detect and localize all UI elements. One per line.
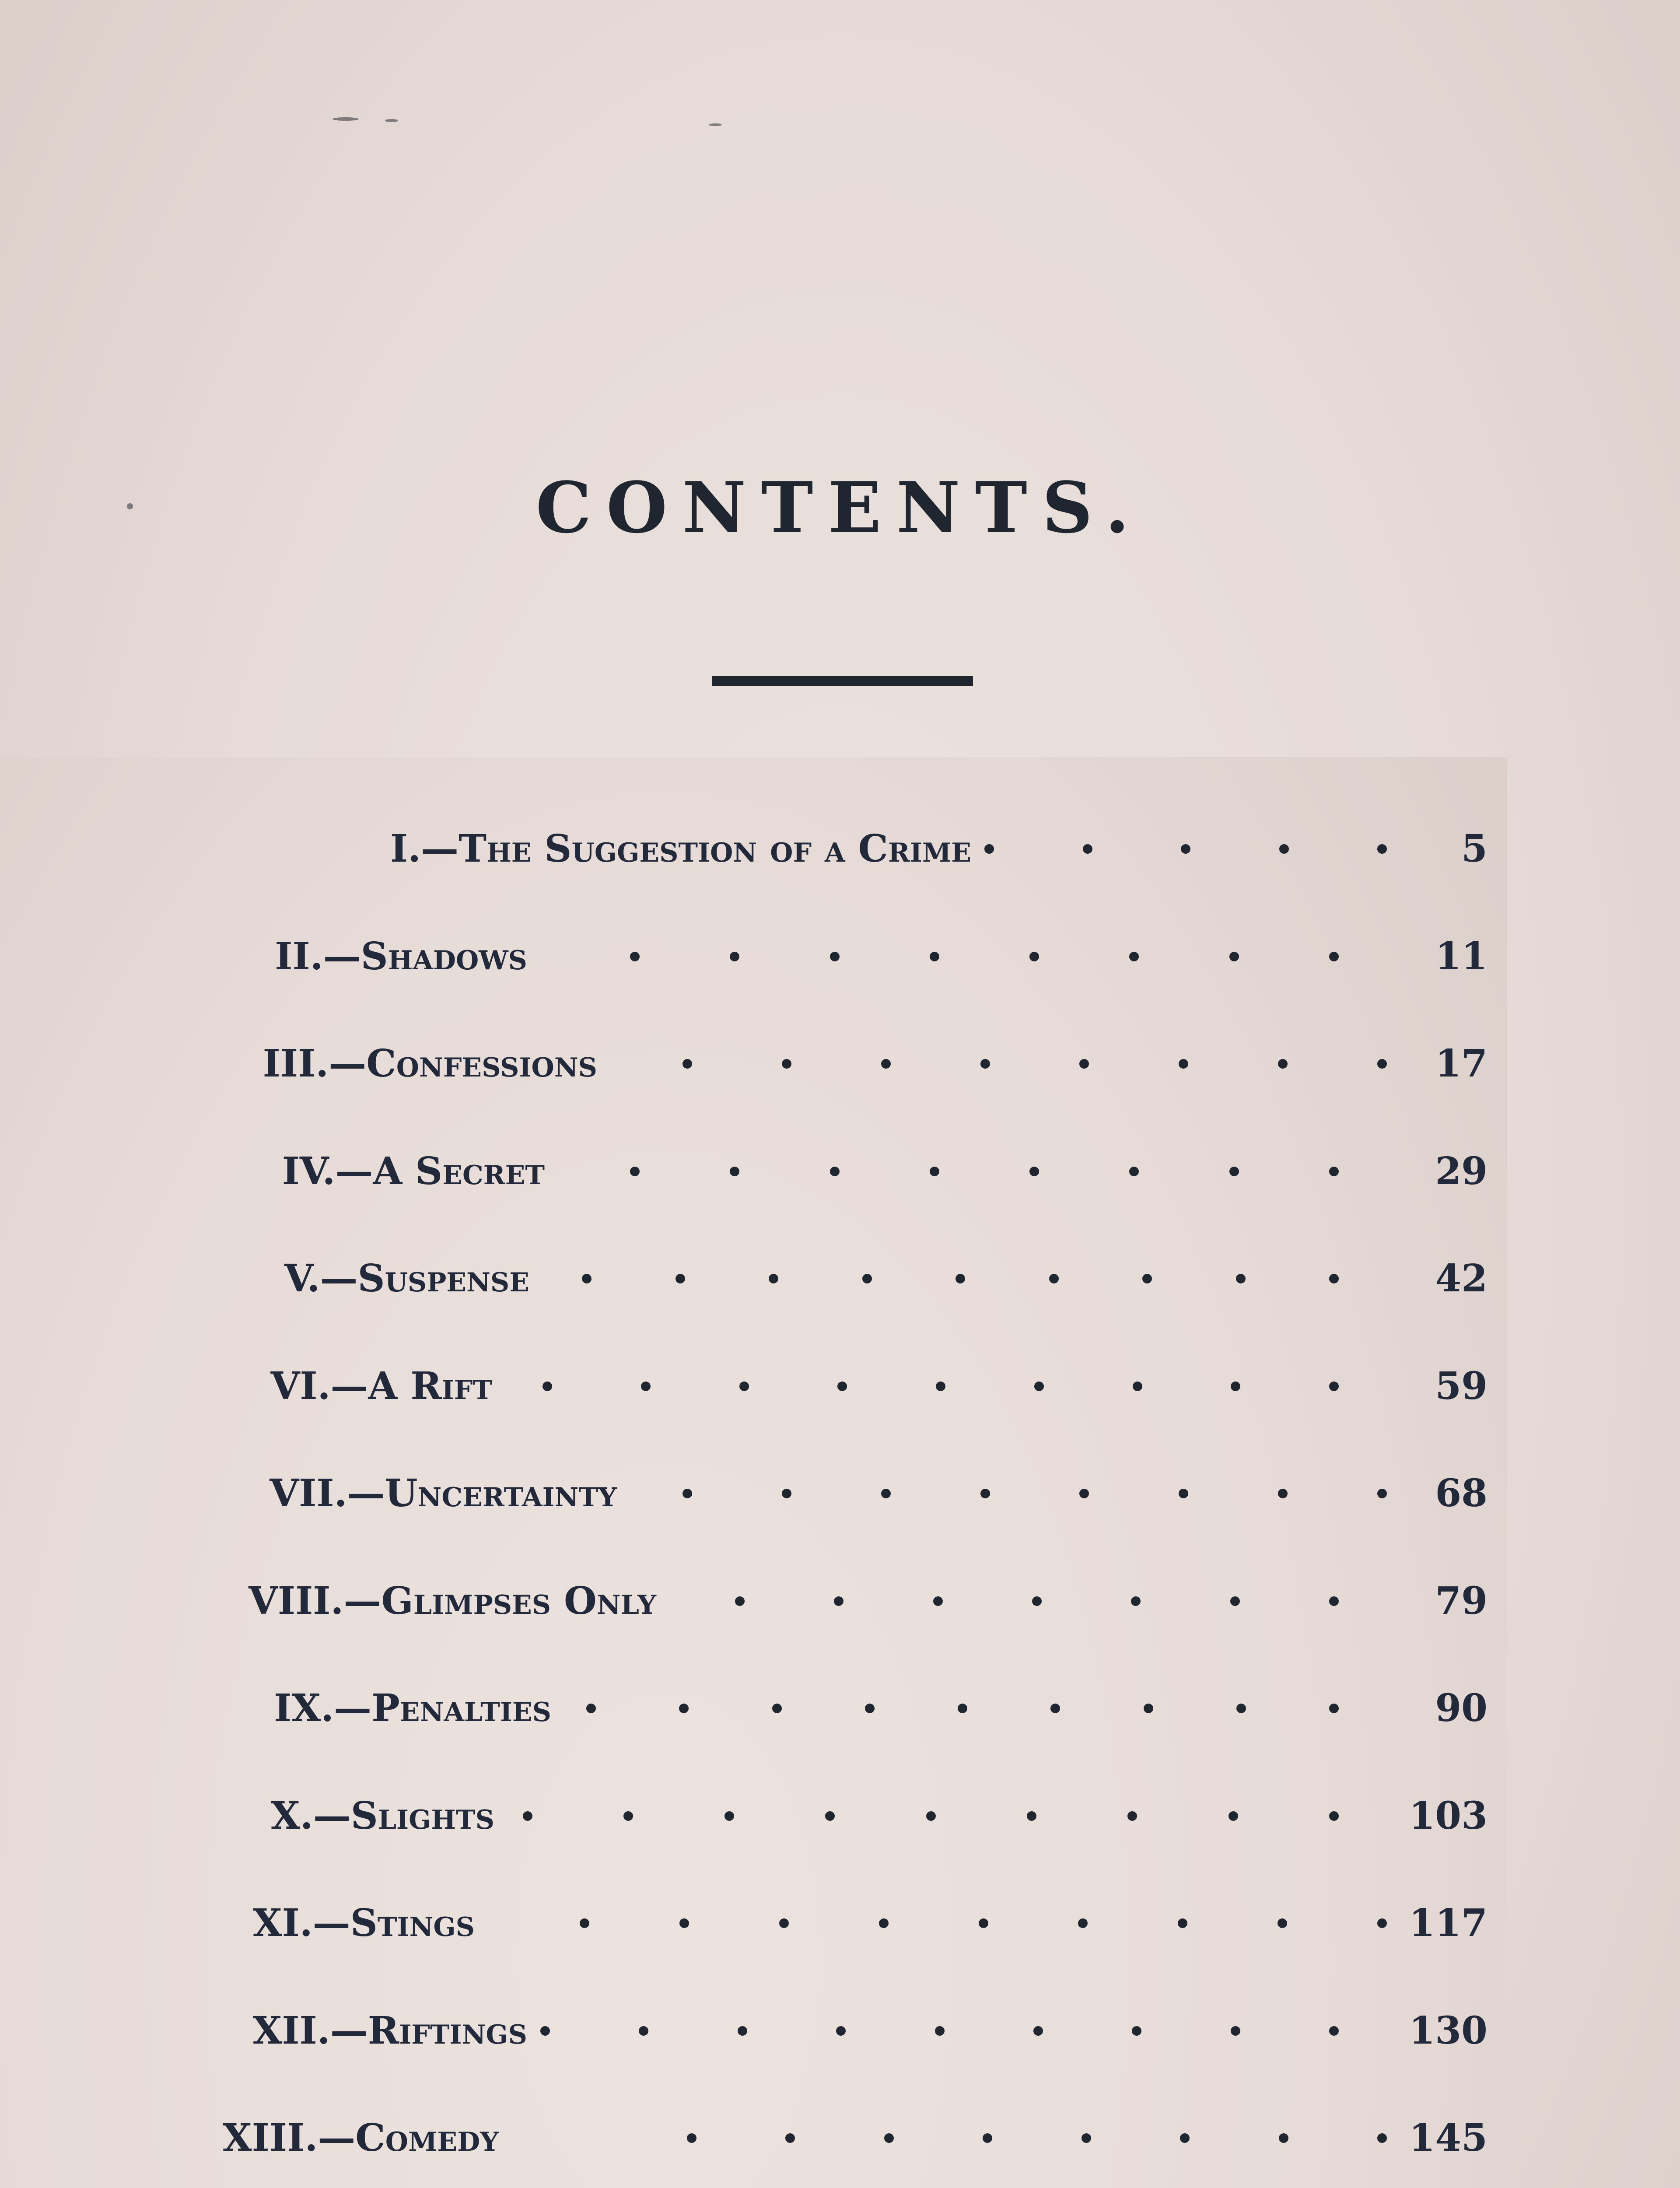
toc-entry [0,1682,1680,1735]
contents-heading: CONTENTS. [536,466,1144,549]
leader-dot [1329,1704,1339,1713]
heading-rule [712,676,973,686]
toc-entry [0,1897,1680,1950]
leader-dot [1278,1059,1288,1069]
leader-dot [730,1167,739,1176]
leader-dot [1129,952,1139,961]
chapter-number: XII. [252,2008,330,2053]
chapter-name: Confessions [366,1041,597,1086]
toc-entry [0,930,1680,983]
page-number: 130 [1409,2008,1488,2053]
chapter-title [270,1467,617,1520]
leader-dot [837,1382,847,1391]
paper-speck [385,119,398,122]
leader-dot [1027,1811,1036,1821]
chapter-title [248,1575,656,1627]
chapter-name: Comedy [355,2116,499,2160]
leader-dot [834,1596,844,1606]
leader-dot [1034,1382,1044,1391]
page-number: 5 [1461,827,1488,871]
chapter-title [271,1790,494,1842]
toc-entry [0,1038,1680,1090]
chapter-name: A Rift [368,1364,492,1408]
leader-dot [1032,1596,1042,1606]
leader-dot [639,2026,648,2036]
leader-dot [739,1382,749,1391]
page-number: 145 [1409,2116,1488,2160]
chapter-name: A Secret [373,1149,545,1193]
leader-dot [540,2026,550,2036]
em-dash: — [312,1901,350,1945]
leader-dot [980,1489,990,1498]
em-dash: — [320,1256,358,1301]
chapter-name: Penalties [371,1686,551,1730]
leader-dot [586,1704,596,1713]
leader-dot [836,2026,846,2036]
leader-dot [1329,1811,1339,1821]
leader-dot [730,952,739,961]
leader-dot [738,2026,747,2036]
em-dash: — [343,1578,382,1623]
leader-dot [1229,1167,1239,1176]
page-number: 42 [1435,1256,1488,1301]
chapter-title [282,1145,545,1198]
em-dash: — [421,827,459,871]
toc-entry [0,1252,1680,1305]
leader-dot [935,2026,945,2036]
leader-dot [1083,844,1092,854]
leader-dot [1179,1059,1188,1069]
chapter-number: VIII. [248,1578,344,1623]
leader-dot [958,1704,967,1713]
leader-dot [881,1489,891,1498]
leader-dot [1050,1704,1060,1713]
chapter-number: IX. [274,1686,334,1730]
toc-entry [0,1467,1680,1520]
leader-dot [1278,1918,1287,1928]
chapter-number: VI. [270,1364,331,1408]
dot-leader [735,1575,1339,1627]
leader-dot [1377,1489,1387,1498]
chapter-name: Riftings [368,2008,527,2053]
leader-dot [630,1167,640,1176]
leader-dot [785,2133,795,2143]
toc-entry [0,1790,1680,1842]
leader-dot [1279,2133,1288,2143]
chapter-number: II. [275,934,323,978]
leader-dot [1179,1489,1188,1498]
chapter-number: X. [271,1793,313,1838]
chapter-name: Suspense [357,1256,529,1301]
leader-dot [1377,844,1387,854]
page-number: 103 [1409,1793,1488,1838]
leader-dot [1329,2026,1339,2036]
chapter-name: Stings [350,1901,475,1945]
leader-dot [980,1059,990,1069]
leader-dot [984,844,994,854]
em-dash: — [329,1041,367,1086]
chapter-title [284,1252,529,1305]
leader-dot [1230,1596,1240,1606]
leader-dot [1082,2133,1091,2143]
em-dash: — [330,2008,368,2053]
leader-dot [862,1274,872,1283]
leader-dot [523,1811,532,1821]
chapter-name: Uncertainty [385,1471,617,1515]
dot-leader [630,1145,1339,1198]
page-number: 90 [1435,1686,1488,1730]
leader-dot [1229,952,1239,961]
leader-dot [1129,1167,1139,1176]
em-dash: — [313,1793,351,1838]
dot-leader [586,1682,1339,1735]
leader-dot [933,1596,943,1606]
leader-dot [623,1811,633,1821]
leader-dot [1236,1704,1246,1713]
dot-leader [984,823,1387,875]
chapter-title [275,930,527,983]
dot-leader [682,1467,1387,1520]
leader-dot [1178,1918,1187,1928]
leader-dot [580,1918,589,1928]
leader-dot [682,1489,692,1498]
chapter-number: VII. [270,1471,347,1515]
page-number: 11 [1435,934,1488,978]
em-dash: — [335,1149,373,1193]
leader-dot [1029,952,1039,961]
dot-leader [523,1790,1339,1842]
chapter-name: Slights [350,1793,494,1838]
toc-entry [0,1575,1680,1627]
leader-dot [1133,1382,1142,1391]
em-dash: — [323,934,361,978]
em-dash: — [347,1471,385,1515]
leader-dot [1049,1274,1059,1283]
leader-dot [542,1382,552,1391]
leader-dot [682,1059,692,1069]
toc-entry [0,2112,1680,2164]
leader-dot [830,1167,840,1176]
leader-dot [1131,1596,1141,1606]
leader-dot [1231,2026,1240,2036]
chapter-title [253,1897,475,1950]
leader-dot [956,1274,965,1283]
leader-dot [1142,1274,1152,1283]
leader-dot [1079,1489,1089,1498]
chapter-title [274,1682,551,1735]
leader-dot [830,952,840,961]
leader-dot [1278,1489,1288,1498]
chapter-number: III. [262,1041,329,1086]
leader-dot [735,1596,745,1606]
dot-leader [682,1038,1387,1090]
leader-dot [1231,1382,1240,1391]
leader-dot [1329,1274,1339,1283]
chapter-number: XIII. [222,2116,318,2160]
chapter-title [223,2112,499,2164]
paper-speck [709,123,722,126]
leader-dot [724,1811,734,1821]
leader-dot [926,1811,936,1821]
leader-dot [679,1918,689,1928]
leader-dot [679,1704,689,1713]
page-number: 17 [1435,1041,1488,1086]
em-dash: — [318,2116,356,2160]
page-number: 59 [1435,1364,1488,1408]
chapter-number: XI. [252,1901,313,1945]
toc-entry [0,2005,1680,2057]
chapter-title [390,823,971,875]
dot-leader [582,1252,1339,1305]
leader-dot [884,2133,894,2143]
leader-dot [930,1167,939,1176]
em-dash: — [334,1686,372,1730]
leader-dot [1180,2133,1190,2143]
em-dash: — [330,1364,368,1408]
leader-dot [687,2133,696,2143]
leader-dot [1377,1059,1387,1069]
dot-leader [630,930,1339,983]
leader-dot [930,952,939,961]
chapter-number: I. [390,827,421,871]
leader-dot [1078,1918,1088,1928]
leader-dot [1033,2026,1043,2036]
toc-entry [0,1360,1680,1413]
dot-leader [687,2112,1387,2164]
leader-dot [630,952,640,961]
leader-dot [772,1704,782,1713]
leader-dot [1181,844,1190,854]
leader-dot [1079,1059,1089,1069]
leader-dot [779,1918,789,1928]
chapter-number: V. [284,1256,320,1301]
leader-dot [936,1382,945,1391]
chapter-name: Glimpses Only [381,1578,656,1623]
leader-dot [879,1918,889,1928]
leader-dot [1329,1596,1339,1606]
chapter-name: Shadows [360,934,527,978]
leader-dot [782,1059,791,1069]
dot-leader [542,1360,1339,1413]
leader-dot [865,1704,875,1713]
leader-dot [881,1059,891,1069]
chapter-title [271,1360,492,1413]
dot-leader [580,1897,1387,1950]
leader-dot [582,1274,592,1283]
chapter-title [263,1038,597,1090]
leader-dot [1329,1382,1339,1391]
leader-dot [1228,1811,1238,1821]
leader-dot [1144,1704,1153,1713]
chapter-title [253,2005,527,2057]
leader-dot [1279,844,1289,854]
chapter-number: IV. [282,1149,336,1193]
page-number: 29 [1435,1149,1488,1193]
leader-dot [1236,1274,1246,1283]
leader-dot [1329,1167,1339,1176]
leader-dot [1329,952,1339,961]
chapter-name: The Suggestion of a Crime [458,827,971,871]
leader-dot [782,1489,791,1498]
dot-leader [540,2005,1339,2057]
leader-dot [983,2133,992,2143]
page-number: 79 [1435,1578,1488,1623]
leader-dot [1127,1811,1137,1821]
leader-dot [1132,2026,1141,2036]
leader-dot [979,1918,988,1928]
paper-speck [332,117,359,121]
leader-dot [1377,2133,1387,2143]
toc-entry [0,823,1680,875]
page-number: 68 [1435,1471,1488,1515]
leader-dot [676,1274,685,1283]
leader-dot [1029,1167,1039,1176]
leader-dot [769,1274,778,1283]
leader-dot [641,1382,651,1391]
leader-dot [825,1811,835,1821]
toc-entry [0,1145,1680,1198]
page-number: 117 [1409,1901,1488,1945]
leader-dot [1377,1918,1387,1928]
